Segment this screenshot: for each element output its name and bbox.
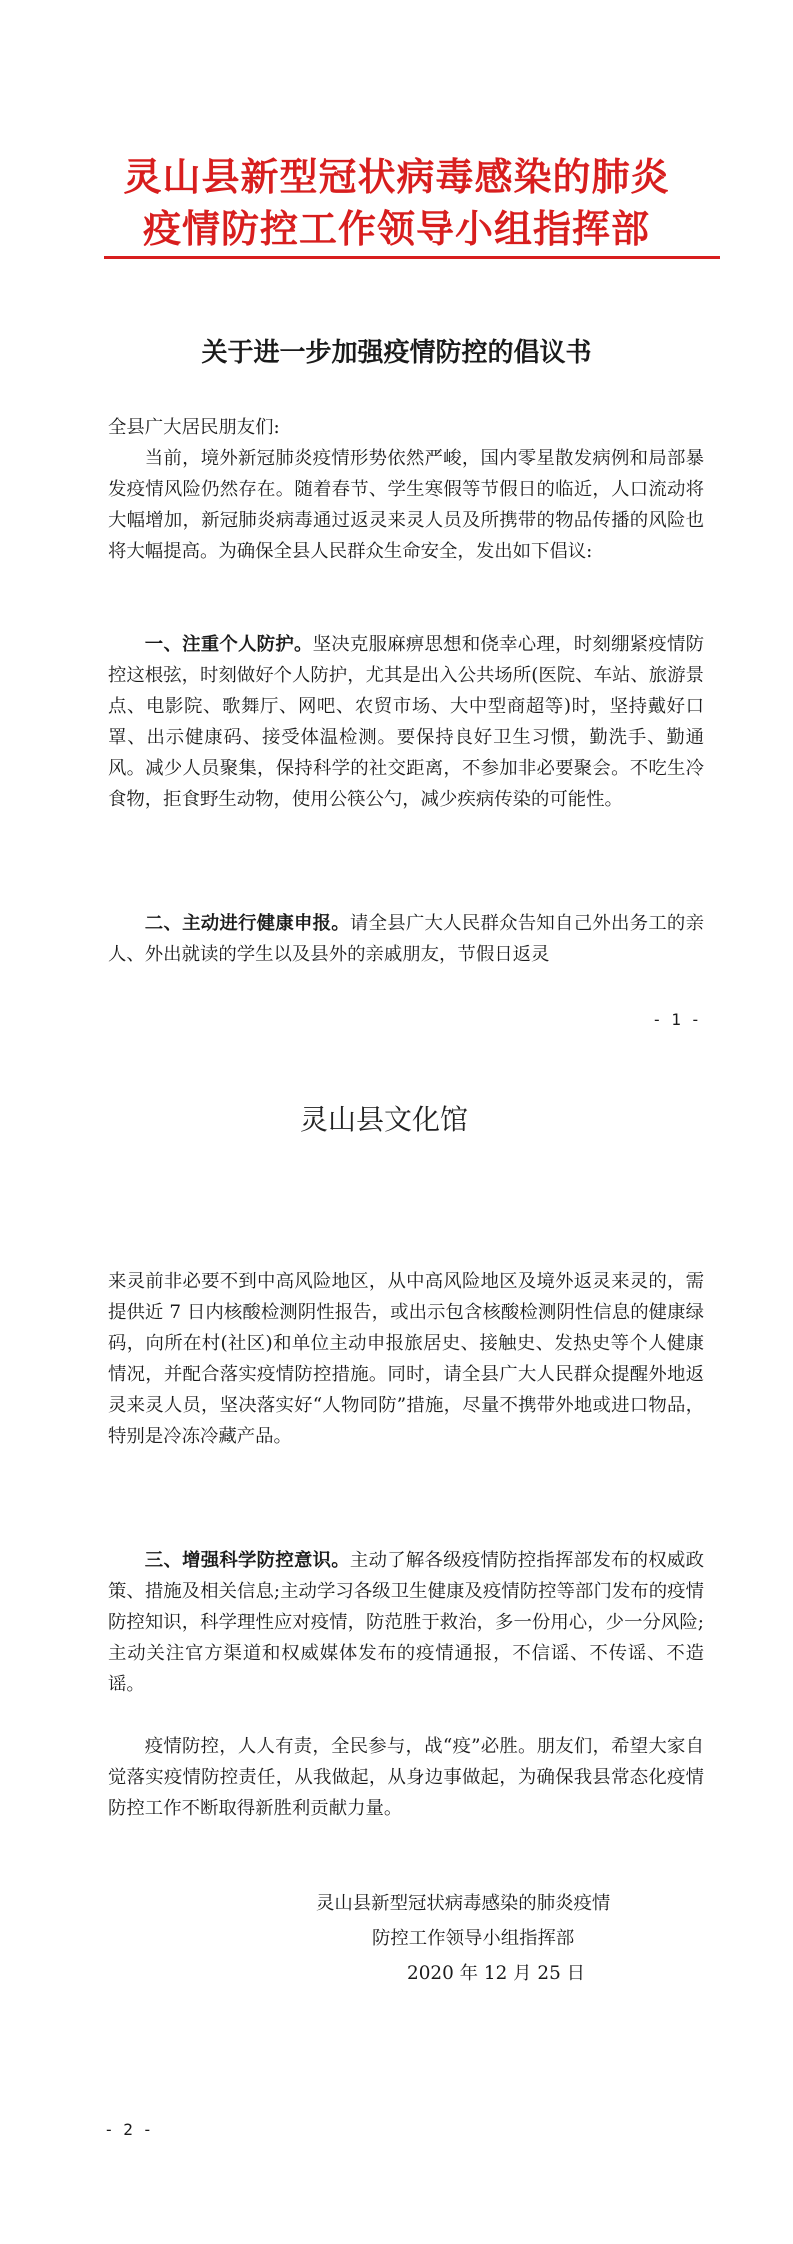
- paragraph-closing: 疫情防控，人人有责，全民参与，战“疫”必胜。朋友们，希望大家自觉落实疫情防控责任，从我做起，从身边事做起，为确保我县常态化疫情防控工作不断取得新胜利贡献力量。: [108, 1736, 704, 1819]
- paragraph-intro: 当前，境外新冠肺炎疫情形势依然严峻，国内零星散发病例和局部暴发疫情风险仍然存在。随着春节、学生寒假等节假日的临近，人口流动将大幅增加，新冠肺炎病毒通过返灵来灵人员及所携带的物品传播的风险也将大幅提高。为确保全县人民群众生命安全，发出如下倡议:: [108, 448, 704, 562]
- paragraph-health-declaration: [108, 908, 704, 970]
- header-title-line2: 疫情防控工作领导小组指挥部: [142, 206, 650, 251]
- signature-line1: 灵山县新型冠状病毒感染的肺炎疫情: [316, 1893, 611, 1914]
- page-number: - 1 -: [652, 1010, 701, 1029]
- paragraph-lead: 三、增强科学防控意识。: [144, 1550, 350, 1571]
- paragraph-lead: 一、注重个人防护。: [144, 634, 313, 655]
- salutation: 全县广大居民朋友们:: [108, 417, 280, 438]
- paragraph-health-declaration-continued: 来灵前非必要不到中高风险地区，从中高风险地区及境外返灵来灵的，需提供近 7 日内核酸检测阴性报告，或出示包含核酸检测阴性信息的健康绿码，向所在村(社区)和单位主动申报旅居史、接触史、发热史等个人健康情况，并配合落实疫情防控措施。同时，请全县广大人民群众提醒外地返灵来灵人员，坚决落实好“人物同防”措施，尽量不携带外地或进口物品，特别是冷冻冷藏产品。: [108, 1271, 704, 1447]
- paragraph-scientific-prevention: [108, 1545, 704, 1700]
- document-title: 关于进一步加强疫情防控的倡议书: [201, 338, 592, 368]
- watermark-text: 灵山县文化馆: [300, 1103, 469, 1136]
- page-number: - 2 -: [104, 2120, 153, 2139]
- header-red-rule: [104, 256, 720, 259]
- paragraph-lead: 二、主动进行健康申报。: [144, 913, 350, 934]
- paragraph-body: 主动了解各级疫情防控指挥部发布的权威政策、措施及相关信息;主动学习各级卫生健康及疫情防控等部门发布的疫情防控知识，科学理性应对疫情，防范胜于救治，多一份用心，少一分风险;主动关注官方渠道和权威媒体发布的疫情通报，不信谣、不传谣、不造谣。: [108, 1550, 704, 1695]
- paragraph-body: 坚决克服麻痹思想和侥幸心理，时刻绷紧疫情防控这根弦，时刻做好个人防护，尤其是出入公共场所(医院、车站、旅游景点、电影院、歌舞厅、网吧、农贸市场、大中型商超等)时，坚持戴好口罩、出示健康码、接受体温检测。要保持良好卫生习惯，勤洗手、勤通风。减少人员聚集，保持科学的社交距离，不参加非必要聚会。不吃生冷食物，拒食野生动物，使用公筷公勺，减少疾病传染的可能性。: [108, 634, 704, 810]
- paragraph-personal-protection: [108, 629, 704, 815]
- signature-line2: 防控工作领导小组指挥部: [372, 1928, 575, 1949]
- header-title-line1: 灵山县新型冠状病毒感染的肺炎: [123, 154, 670, 199]
- paragraph-body: 请全县广大人民群众告知自己外出务工的亲人、外出就读的学生以及县外的亲戚朋友，节假日返灵: [108, 913, 704, 965]
- signature-date: 2020 年 12 月 25 日: [407, 1963, 586, 1984]
